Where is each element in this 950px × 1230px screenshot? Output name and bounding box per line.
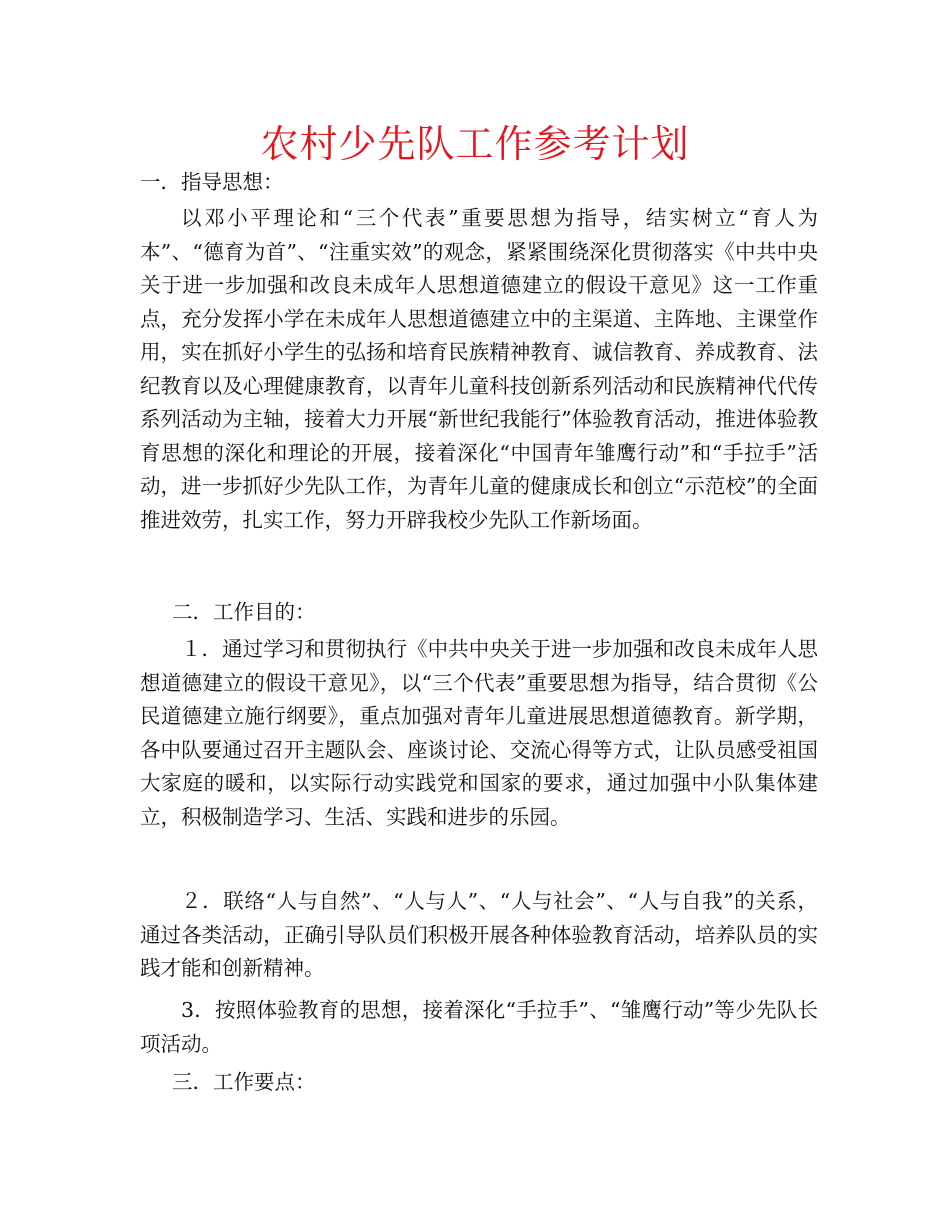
paragraph-goal-2: ２．联络“人与自然”、“人与人”、“人与社会”、“人与自我”的关系，通过各类活动，正确引导队员们积极开展各种体验教育活动，培养队员的实践才能和创新精神。: [140, 889, 818, 980]
paragraph-goal-1: １．通过学习和贯彻执行《中共中央关于进一步加强和改良未成年人思想道德建立的假设干意见》，以“三个代表”重要思想为指导，结合贯彻《公民道德建立施行纲要》，重点加强对青年儿童进展思想道德教育。新学期，各中队要通过召开主题队会、座谈讨论、交流心得等方式，让队员感受祖国大家庭的暖和，以实际行动实践党和国家的要求，通过加强中小队集体建立，积极制造学习、生活、实践和进步的乐园。: [140, 637, 818, 829]
paragraph-goal-3: 3．按照体验教育的思想，接着深化“手拉手”、“雏鹰行动”等少先队长项活动。: [140, 998, 818, 1056]
paragraph-guiding-ideology: 以邓小平理论和“三个代表”重要思想为指导，结实树立“育人为本”、“德育为首”、“注重实效”的观念，紧紧围绕深化贯彻落实《中共中央关于进一步加强和改良未成年人思想道德建立的假设干意见》这一工作重点，充分发挥小学在未成年人思想道德建立中的主渠道、主阵地、主课堂作用，实在抓好小学生的弘扬和培育民族精神教育、诚信教育、养成教育、法纪教育以及心理健康教育，以青年儿童科技创新系列活动和民族精神代代传系列活动为主轴，接着大力开展“新世纪我能行”体验教育活动，推进体验教育思想的深化和理论的开展，接着深化“中国青年雏鹰行动”和“手拉手”活动，进一步抓好少先队工作，为青年儿童的健康成长和创立“示范校”的全面推进效劳，扎实工作，努力开辟我校少先队工作新场面。: [140, 206, 818, 532]
section-heading-work-goals: 二．工作目的：: [172, 600, 316, 624]
section-heading-work-points: 三．工作要点：: [172, 1070, 316, 1094]
section-heading-guiding-ideology: 一．指导思想：: [140, 170, 284, 194]
document-title: 农村少先队工作参考计划: [260, 122, 690, 166]
